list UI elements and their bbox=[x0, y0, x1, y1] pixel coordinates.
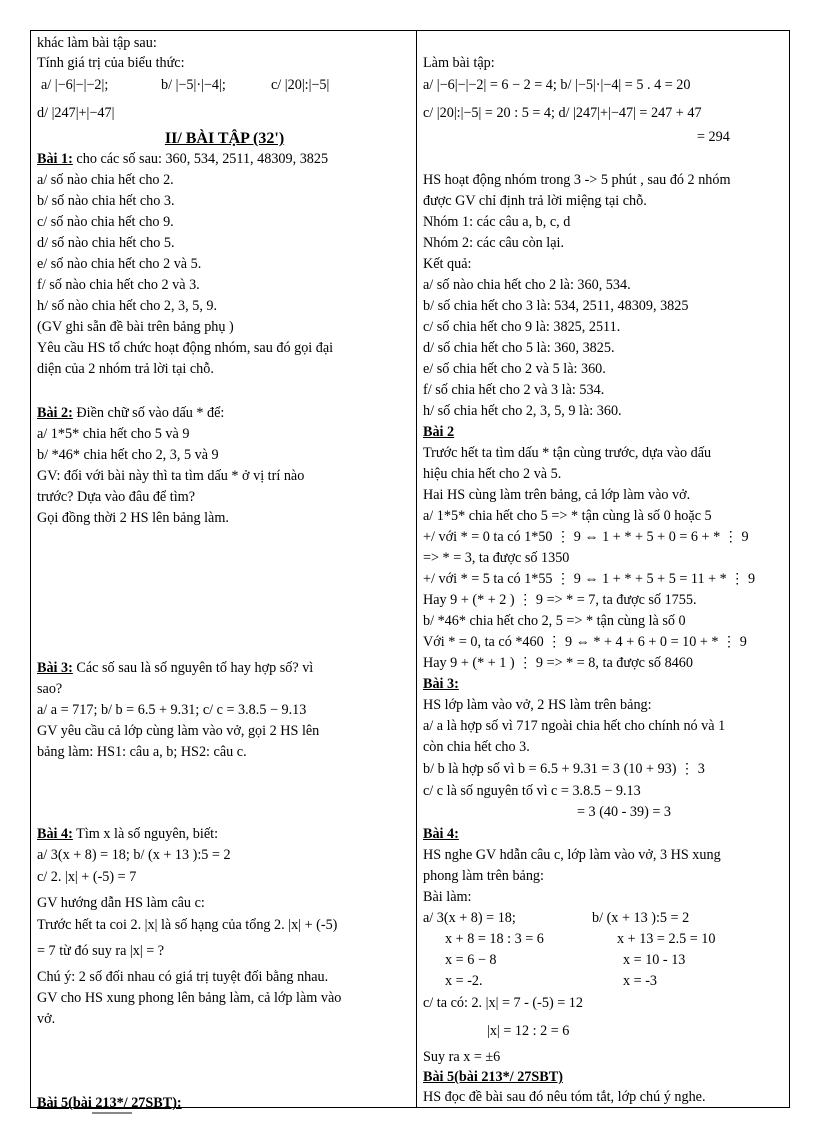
bai3-answer: a/ a là hợp số vì 717 ngoài chia hết cho chính nó và 1 bbox=[423, 718, 726, 734]
answer-heading: Làm bài tập: bbox=[423, 55, 495, 71]
bai4-answer-a: x = 6 − 8 bbox=[445, 952, 497, 968]
group-work: HS hoạt động nhóm trong 3 -> 5 phút , sau đó 2 nhóm bbox=[423, 172, 731, 188]
bai4-answer: phong làm trên bảng: bbox=[423, 868, 544, 884]
group-2: Nhóm 2: các câu còn lại. bbox=[423, 235, 565, 251]
bai3-items: a/ a = 717; b/ b = 6.5 + 9.31; c/ c = 3.8.5 − 9.13 bbox=[37, 702, 307, 718]
bai4-answer-b: b/ (x + 13 ):5 = 2 bbox=[592, 910, 690, 926]
result-heading: Kết quả: bbox=[423, 256, 472, 272]
bai1-item: f/ số nào chia hết cho 2 và 3. bbox=[37, 277, 200, 293]
bai4-note: Chú ý: 2 số đối nhau có giá trị tuyệt đối bằng nhau. bbox=[37, 969, 329, 985]
bai2-title: Bài 2: bbox=[37, 405, 73, 421]
expr-a: a/ |−6|−|−2|; bbox=[41, 77, 109, 93]
bai4-answer-a: a/ 3(x + 8) = 18; bbox=[423, 910, 516, 926]
bai2-answer: a/ 1*5* chia hết cho 5 => * tận cùng là số 0 hoặc 5 bbox=[423, 508, 712, 524]
bai3-answer-title: Bài 3: bbox=[423, 676, 459, 692]
bai4-gv: GV hướng dẫn HS làm câu c: bbox=[37, 895, 205, 911]
bai4-answer: HS nghe GV hdẫn câu c, lớp làm vào vở, 3 HS xung bbox=[423, 847, 721, 863]
lesson-table bbox=[30, 30, 790, 1111]
bai3-answer: = 3 (40 - 39) = 3 bbox=[577, 804, 672, 820]
bai1-note: Yêu cầu HS tổ chức hoạt động nhóm, sau đó gọi đại bbox=[37, 340, 334, 356]
bai1-item: e/ số nào chia hết cho 2 và 5. bbox=[37, 256, 202, 272]
bai2-answer: Trước hết ta tìm dấu * tận cùng trước, dựa vào dấu bbox=[423, 445, 712, 461]
group-work: được GV chỉ định trả lời miệng tại chỗ. bbox=[423, 193, 647, 209]
bai2-answer: Hay 9 + (* + 2 ) ⋮ 9 => * = 7, ta được số 1755. bbox=[423, 592, 697, 608]
bai1-title: Bài 1: bbox=[37, 151, 73, 167]
bai4-text: Tìm x là số nguyên, biết: bbox=[72, 826, 219, 842]
bai1-item: a/ số nào chia hết cho 2. bbox=[37, 172, 174, 188]
bai4-answer-b: x = 10 - 13 bbox=[623, 952, 686, 968]
bai2-answer: b/ *46* chia hết cho 2, 5 => * tận cùng là số 0 bbox=[423, 613, 686, 629]
bai3-answer: b/ b là hợp số vì b = 6.5 + 9.31 = 3 (10 + 93) ⋮ 3 bbox=[423, 761, 705, 777]
bai4-title: Bài 4: bbox=[37, 826, 73, 842]
bai4-answer-b: x = -3 bbox=[623, 973, 658, 989]
bai4-note: GV cho HS xung phong lên bảng làm, cả lớp làm vào bbox=[37, 990, 342, 1006]
bai2-b: b/ *46* chia hết cho 2, 3, 5 và 9 bbox=[37, 447, 219, 463]
bai4-gv: = 7 từ đó suy ra |x| = ? bbox=[37, 943, 165, 959]
result-item: b/ số chia hết cho 3 là: 534, 2511, 48309, 3825 bbox=[423, 298, 689, 314]
teacher-column bbox=[31, 31, 417, 1111]
expr-c: c/ |20|:|−5| bbox=[271, 77, 330, 93]
bai3-answer: còn chia hết cho 3. bbox=[423, 739, 530, 755]
bai1-note: (GV ghi sẵn đề bài trên bảng phụ ) bbox=[37, 319, 234, 335]
expr-d: d/ |247|+|−47| bbox=[37, 105, 115, 121]
answer-line: a/ |−6|−|−2| = 6 − 2 = 4; b/ |−5|·|−4| = 5 . 4 = 20 bbox=[423, 77, 691, 93]
bai4-ab: a/ 3(x + 8) = 18; b/ (x + 13 ):5 = 2 bbox=[37, 847, 231, 863]
bai4-answer-a: x + 8 = 18 : 3 = 6 bbox=[445, 931, 544, 947]
answer-line: = 294 bbox=[697, 129, 730, 145]
footer-mark bbox=[92, 1112, 132, 1114]
bai1-item: c/ số nào chia hết cho 9. bbox=[37, 214, 174, 230]
bai1-item: d/ số nào chia hết cho 5. bbox=[37, 235, 175, 251]
bai2-answer-title: Bài 2 bbox=[423, 424, 455, 440]
expr-b: b/ |−5|·|−4|; bbox=[161, 77, 226, 93]
bai4-answer-c: c/ ta có: 2. |x| = 7 - (-5) = 12 bbox=[423, 995, 583, 1011]
intro-line: khác làm bài tập sau: bbox=[37, 35, 157, 51]
result-item: d/ số chia hết cho 5 là: 360, 3825. bbox=[423, 340, 615, 356]
result-item: c/ số chia hết cho 9 là: 3825, 2511. bbox=[423, 319, 621, 335]
result-item: f/ số chia hết cho 2 và 3 là: 534. bbox=[423, 382, 605, 398]
group-1: Nhóm 1: các câu a, b, c, d bbox=[423, 214, 571, 230]
bai3-gv: GV yêu cầu cả lớp cùng làm vào vở, gọi 2 HS lên bbox=[37, 723, 320, 739]
bai2-a: a/ 1*5* chia hết cho 5 và 9 bbox=[37, 426, 190, 442]
result-item: h/ số chia hết cho 2, 3, 5, 9 là: 360. bbox=[423, 403, 622, 419]
bai1-item: h/ số nào chia hết cho 2, 3, 5, 9. bbox=[37, 298, 218, 314]
section-heading: II/ BÀI TẬP (32') bbox=[164, 130, 285, 147]
bai5-answer: HS đọc đề bài sau đó nêu tóm tắt, lớp chú ý nghe. bbox=[423, 1089, 706, 1105]
bai2-answer: hiệu chia hết cho 2 và 5. bbox=[423, 466, 562, 482]
bai4-answer-a: x = -2. bbox=[445, 973, 483, 989]
bai4-answer-b: x + 13 = 2.5 = 10 bbox=[617, 931, 716, 947]
bai1-note: diện của 2 nhóm trả lời tại chỗ. bbox=[37, 361, 214, 377]
bai2-answer: Hai HS cùng làm trên bảng, cả lớp làm vào vở. bbox=[423, 487, 691, 503]
intro-line: Tính giá trị của biểu thức: bbox=[37, 55, 185, 71]
bai5-title: Bài 5(bài 213*/ 27SBT): bbox=[37, 1095, 182, 1111]
bai3-answer: HS lớp làm vào vở, 2 HS làm trên bảng: bbox=[423, 697, 652, 713]
bai3-answer: c/ c là số nguyên tố vì c = 3.8.5 − 9.13 bbox=[423, 783, 641, 799]
bai2-answer: => * = 3, ta được số 1350 bbox=[423, 550, 570, 566]
bai2-gv: trước? Dựa vào đâu để tìm? bbox=[37, 489, 195, 505]
bai5-answer-title: Bài 5(bài 213*/ 27SBT) bbox=[423, 1069, 563, 1085]
bai3-gv: bảng làm: HS1: câu a, b; HS2: câu c. bbox=[37, 744, 247, 760]
bai4-answer-c: Suy ra x = ±6 bbox=[423, 1049, 501, 1065]
bai4-answer: Bài làm: bbox=[423, 889, 472, 905]
bai4-gv: Trước hết ta coi 2. |x| là số hạng của tổng 2. |x| + (-5) bbox=[37, 917, 338, 933]
student-column bbox=[417, 31, 789, 1107]
bai4-answer-title: Bài 4: bbox=[423, 826, 459, 842]
bai4-note: vở. bbox=[37, 1011, 56, 1027]
bai2-answer: Hay 9 + (* + 1 ) ⋮ 9 => * = 8, ta được số 8460 bbox=[423, 655, 693, 671]
result-item: a/ số nào chia hết cho 2 là: 360, 534. bbox=[423, 277, 631, 293]
bai1-text: cho các số sau: 360, 534, 2511, 48309, 3825 bbox=[72, 151, 329, 167]
result-item: e/ số chia hết cho 2 và 5 là: 360. bbox=[423, 361, 606, 377]
bai2-answer: Với * = 0, ta có *460 ⋮ 9 ⇔ * + 4 + 6 + 0 = 10 + * ⋮ 9 bbox=[423, 634, 747, 650]
bai3-text: sao? bbox=[37, 681, 63, 697]
bai3-text: Các số sau là số nguyên tố hay hợp số? vì bbox=[72, 660, 314, 676]
bai2-answer: +/ với * = 5 ta có 1*55 ⋮ 9 ⇔ 1 + * + 5 + 5 = 11 + * ⋮ 9 bbox=[423, 571, 756, 587]
bai4-c: c/ 2. |x| + (-5) = 7 bbox=[37, 869, 137, 885]
bai2-answer: +/ với * = 0 ta có 1*50 ⋮ 9 ⇔ 1 + * + 5 + 0 = 6 + * ⋮ 9 bbox=[423, 529, 749, 545]
bai2-text: Điền chữ số vào dấu * để: bbox=[72, 405, 225, 421]
bai2-gv: GV: đối với bài này thì ta tìm dấu * ở vị trí nào bbox=[37, 468, 305, 484]
bai3-title: Bài 3: bbox=[37, 660, 73, 676]
bai4-answer-c: |x| = 12 : 2 = 6 bbox=[487, 1023, 570, 1039]
bai1-item: b/ số nào chia hết cho 3. bbox=[37, 193, 175, 209]
answer-line: c/ |20|:|−5| = 20 : 5 = 4; d/ |247|+|−47| = 247 + 47 bbox=[423, 105, 702, 121]
bai2-gv: Gọi đồng thời 2 HS lên bảng làm. bbox=[37, 510, 229, 526]
